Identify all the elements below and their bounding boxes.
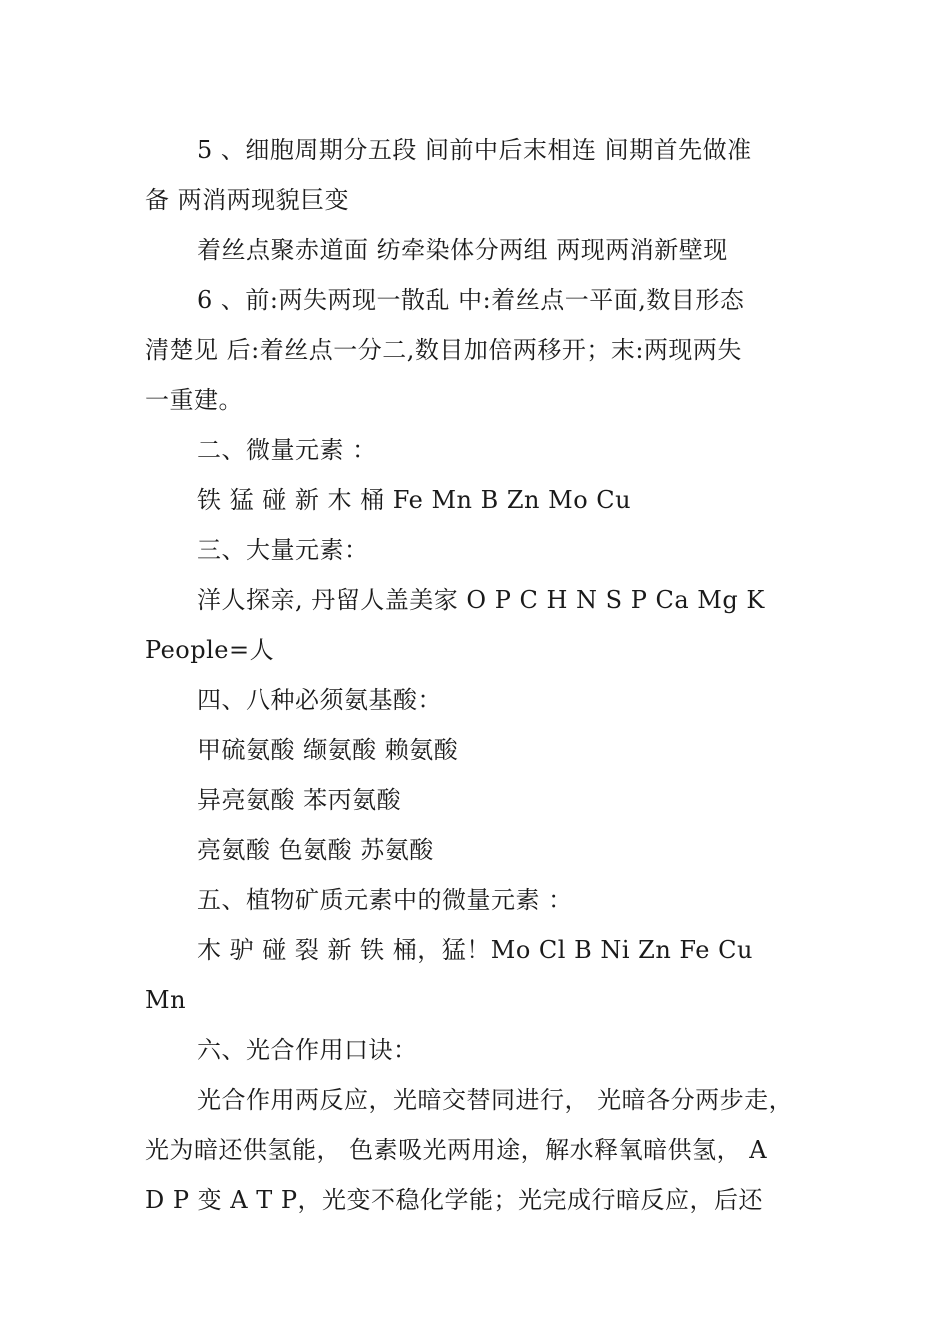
text-line: 光合作用两反应，光暗交替同进行， 光暗各分两步走，	[197, 1086, 794, 1114]
section-heading: 四、八种必须氨基酸：	[197, 686, 442, 714]
text-line: 木 驴 碰 裂 新 铁 桶，猛！Mo Cl B Ni Zn Fe Cu	[197, 936, 753, 964]
text-line: 亮氨酸 色氨酸 苏氨酸	[197, 836, 434, 864]
text-line: Mn	[145, 986, 187, 1014]
text-line: 6 、前:两失两现一散乱 中:着丝点一平面,数目形态	[197, 286, 745, 314]
text-line: 异亮氨酸 苯丙氨酸	[197, 786, 402, 814]
text-line: 一重建。	[145, 386, 243, 414]
text-line: 5 、细胞周期分五段 间前中后末相连 间期首先做准	[197, 136, 752, 164]
text-line: 着丝点聚赤道面 纺牵染体分两组 两现两消新壁现	[197, 236, 728, 264]
section-heading: 六、光合作用口诀：	[197, 1036, 418, 1064]
text-line: 光为暗还供氢能， 色素吸光两用途，解水释氧暗供氢， A	[145, 1136, 768, 1164]
text-line: 甲硫氨酸 缬氨酸 赖氨酸	[197, 736, 459, 764]
text-line: 铁 猛 碰 新 木 桶 Fe Mn B Zn Mo Cu	[197, 486, 632, 514]
text-line: 清楚见 后:着丝点一分二,数目加倍两移开；末:两现两失	[145, 336, 742, 364]
text-line: D P 变 A T P，光变不稳化学能；光完成行暗反应，后还	[145, 1186, 764, 1214]
section-heading: 二、微量元素 ：	[197, 436, 377, 464]
section-heading: 五、植物矿质元素中的微量元素 ：	[197, 886, 573, 914]
section-heading: 三、大量元素：	[197, 536, 369, 564]
text-line: 备 两消两现貌巨变	[145, 186, 350, 214]
text-line: People=人	[145, 636, 275, 664]
text-line: 洋人探亲, 丹留人盖美家 O P C H N S P Ca Mg K	[197, 586, 765, 614]
